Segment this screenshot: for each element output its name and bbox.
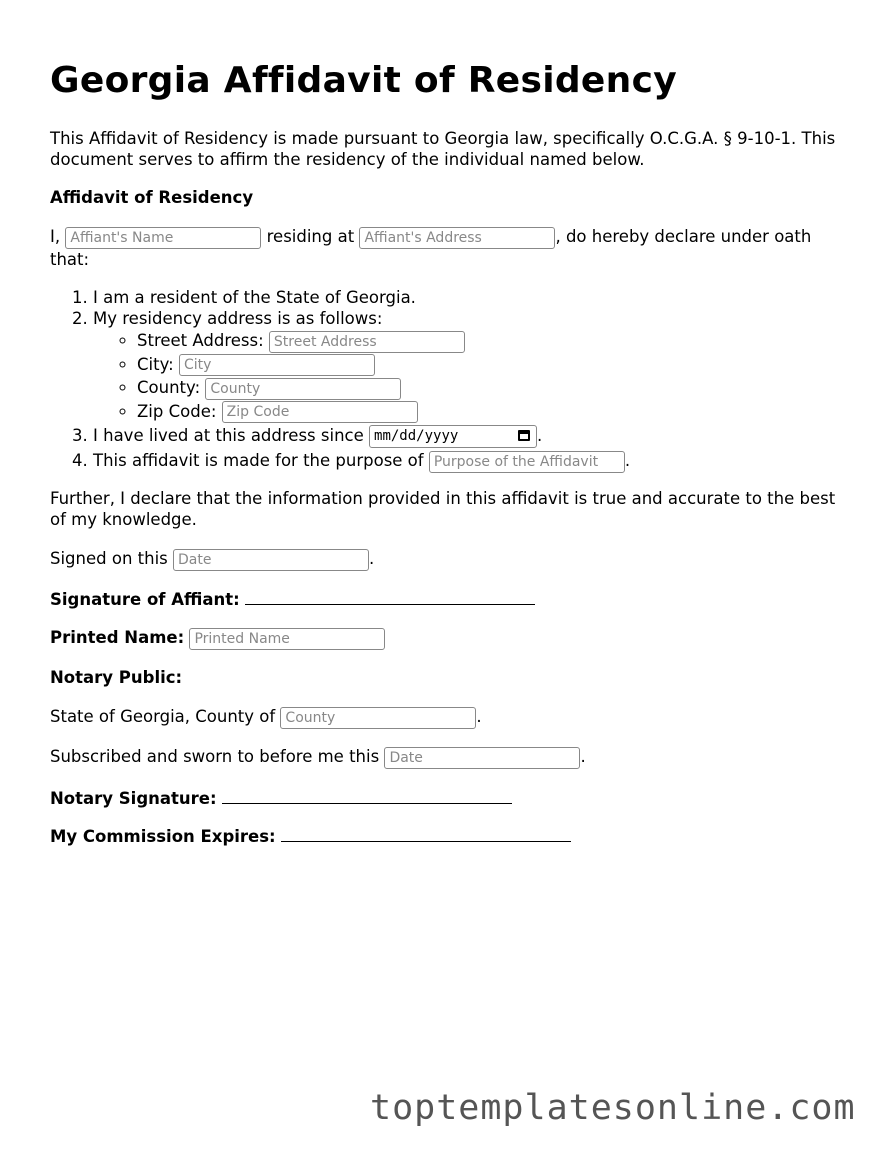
street-label: Street Address: <box>137 331 264 350</box>
signed-date-input[interactable] <box>173 549 369 571</box>
notary-county-label: State of Georgia, County of <box>50 707 276 726</box>
period: . <box>369 549 375 568</box>
affiant-signature-field[interactable] <box>245 589 535 605</box>
page-title: Georgia Affidavit of Residency <box>50 60 677 101</box>
printed-name-line <box>50 627 385 650</box>
city-item <box>137 353 630 377</box>
purpose-label: This affidavit is made for the purpose of <box>93 451 424 470</box>
list-item-since <box>93 425 630 448</box>
street-address-input[interactable] <box>269 331 465 353</box>
sworn-date-input[interactable] <box>384 747 580 769</box>
list-item-resident <box>93 287 630 308</box>
county-label: County: <box>137 378 201 397</box>
declaration-suffix: , do hereby declare under oath <box>555 227 812 246</box>
affiant-signature-label: Signature of Affiant: <box>50 590 240 609</box>
zip-code-input[interactable] <box>222 401 418 423</box>
printed-name-label: Printed Name: <box>50 628 185 647</box>
county-input[interactable] <box>205 378 401 400</box>
date-format-text: mm/dd/yyyy <box>374 428 459 444</box>
notary-signature-line <box>50 788 512 808</box>
notary-county-line <box>50 706 482 729</box>
list-item-purpose <box>93 450 630 473</box>
commission-label: My Commission Expires: <box>50 827 276 846</box>
notary-signature-field[interactable] <box>222 788 512 804</box>
county-item <box>137 376 630 400</box>
resident-text: I am a resident of the State of Georgia. <box>93 288 416 307</box>
list-item-address <box>93 308 630 423</box>
further-declaration: Further, I declare that the information provided in this affidavit is true and accurate to the best of my knowledge. <box>50 489 836 529</box>
zip-label: Zip Code: <box>137 401 217 421</box>
declaration-line <box>50 226 811 249</box>
address-intro-text: My residency address is as follows: <box>93 309 383 328</box>
commission-expires-field[interactable] <box>281 826 571 842</box>
declaration-list <box>50 287 630 473</box>
sworn-line <box>50 746 586 769</box>
intro-paragraph: This Affidavit of Residency is made pursuant to Georgia law, specifically O.C.G.A. § 9-10-1. This document serves to affirm the residency of the individual named below. <box>50 129 836 169</box>
notary-heading: Notary Public: <box>50 668 183 687</box>
city-input[interactable] <box>179 354 375 376</box>
street-item <box>137 329 630 353</box>
notary-signature-label: Notary Signature: <box>50 789 217 808</box>
declaration-prefix: I, <box>50 227 61 246</box>
affiant-address-input[interactable] <box>359 227 555 249</box>
residency-since-date-input[interactable] <box>369 425 537 448</box>
affiant-signature-line <box>50 589 535 609</box>
period: . <box>537 426 543 445</box>
notary-county-input[interactable] <box>280 707 476 729</box>
calendar-icon[interactable] <box>518 430 530 441</box>
declaration-continuation: that: <box>50 250 90 269</box>
printed-name-input[interactable] <box>189 628 385 650</box>
section-heading: Affidavit of Residency <box>50 188 254 207</box>
purpose-input[interactable] <box>429 451 625 473</box>
sworn-label: Subscribed and sworn to before me this <box>50 747 380 766</box>
signed-on-line <box>50 548 374 571</box>
watermark: toptemplatesonline.com <box>370 1088 856 1128</box>
period: . <box>624 451 631 470</box>
signed-on-label: Signed on this <box>50 549 168 568</box>
commission-line <box>50 826 571 846</box>
declaration-middle: residing at <box>266 227 355 246</box>
address-fields-list <box>93 329 630 423</box>
city-label: City: <box>137 354 174 374</box>
period: . <box>580 747 586 766</box>
affiant-name-input[interactable] <box>65 227 261 249</box>
zip-item <box>137 400 630 424</box>
period: . <box>476 707 482 726</box>
since-label: I have lived at this address since <box>93 426 364 445</box>
